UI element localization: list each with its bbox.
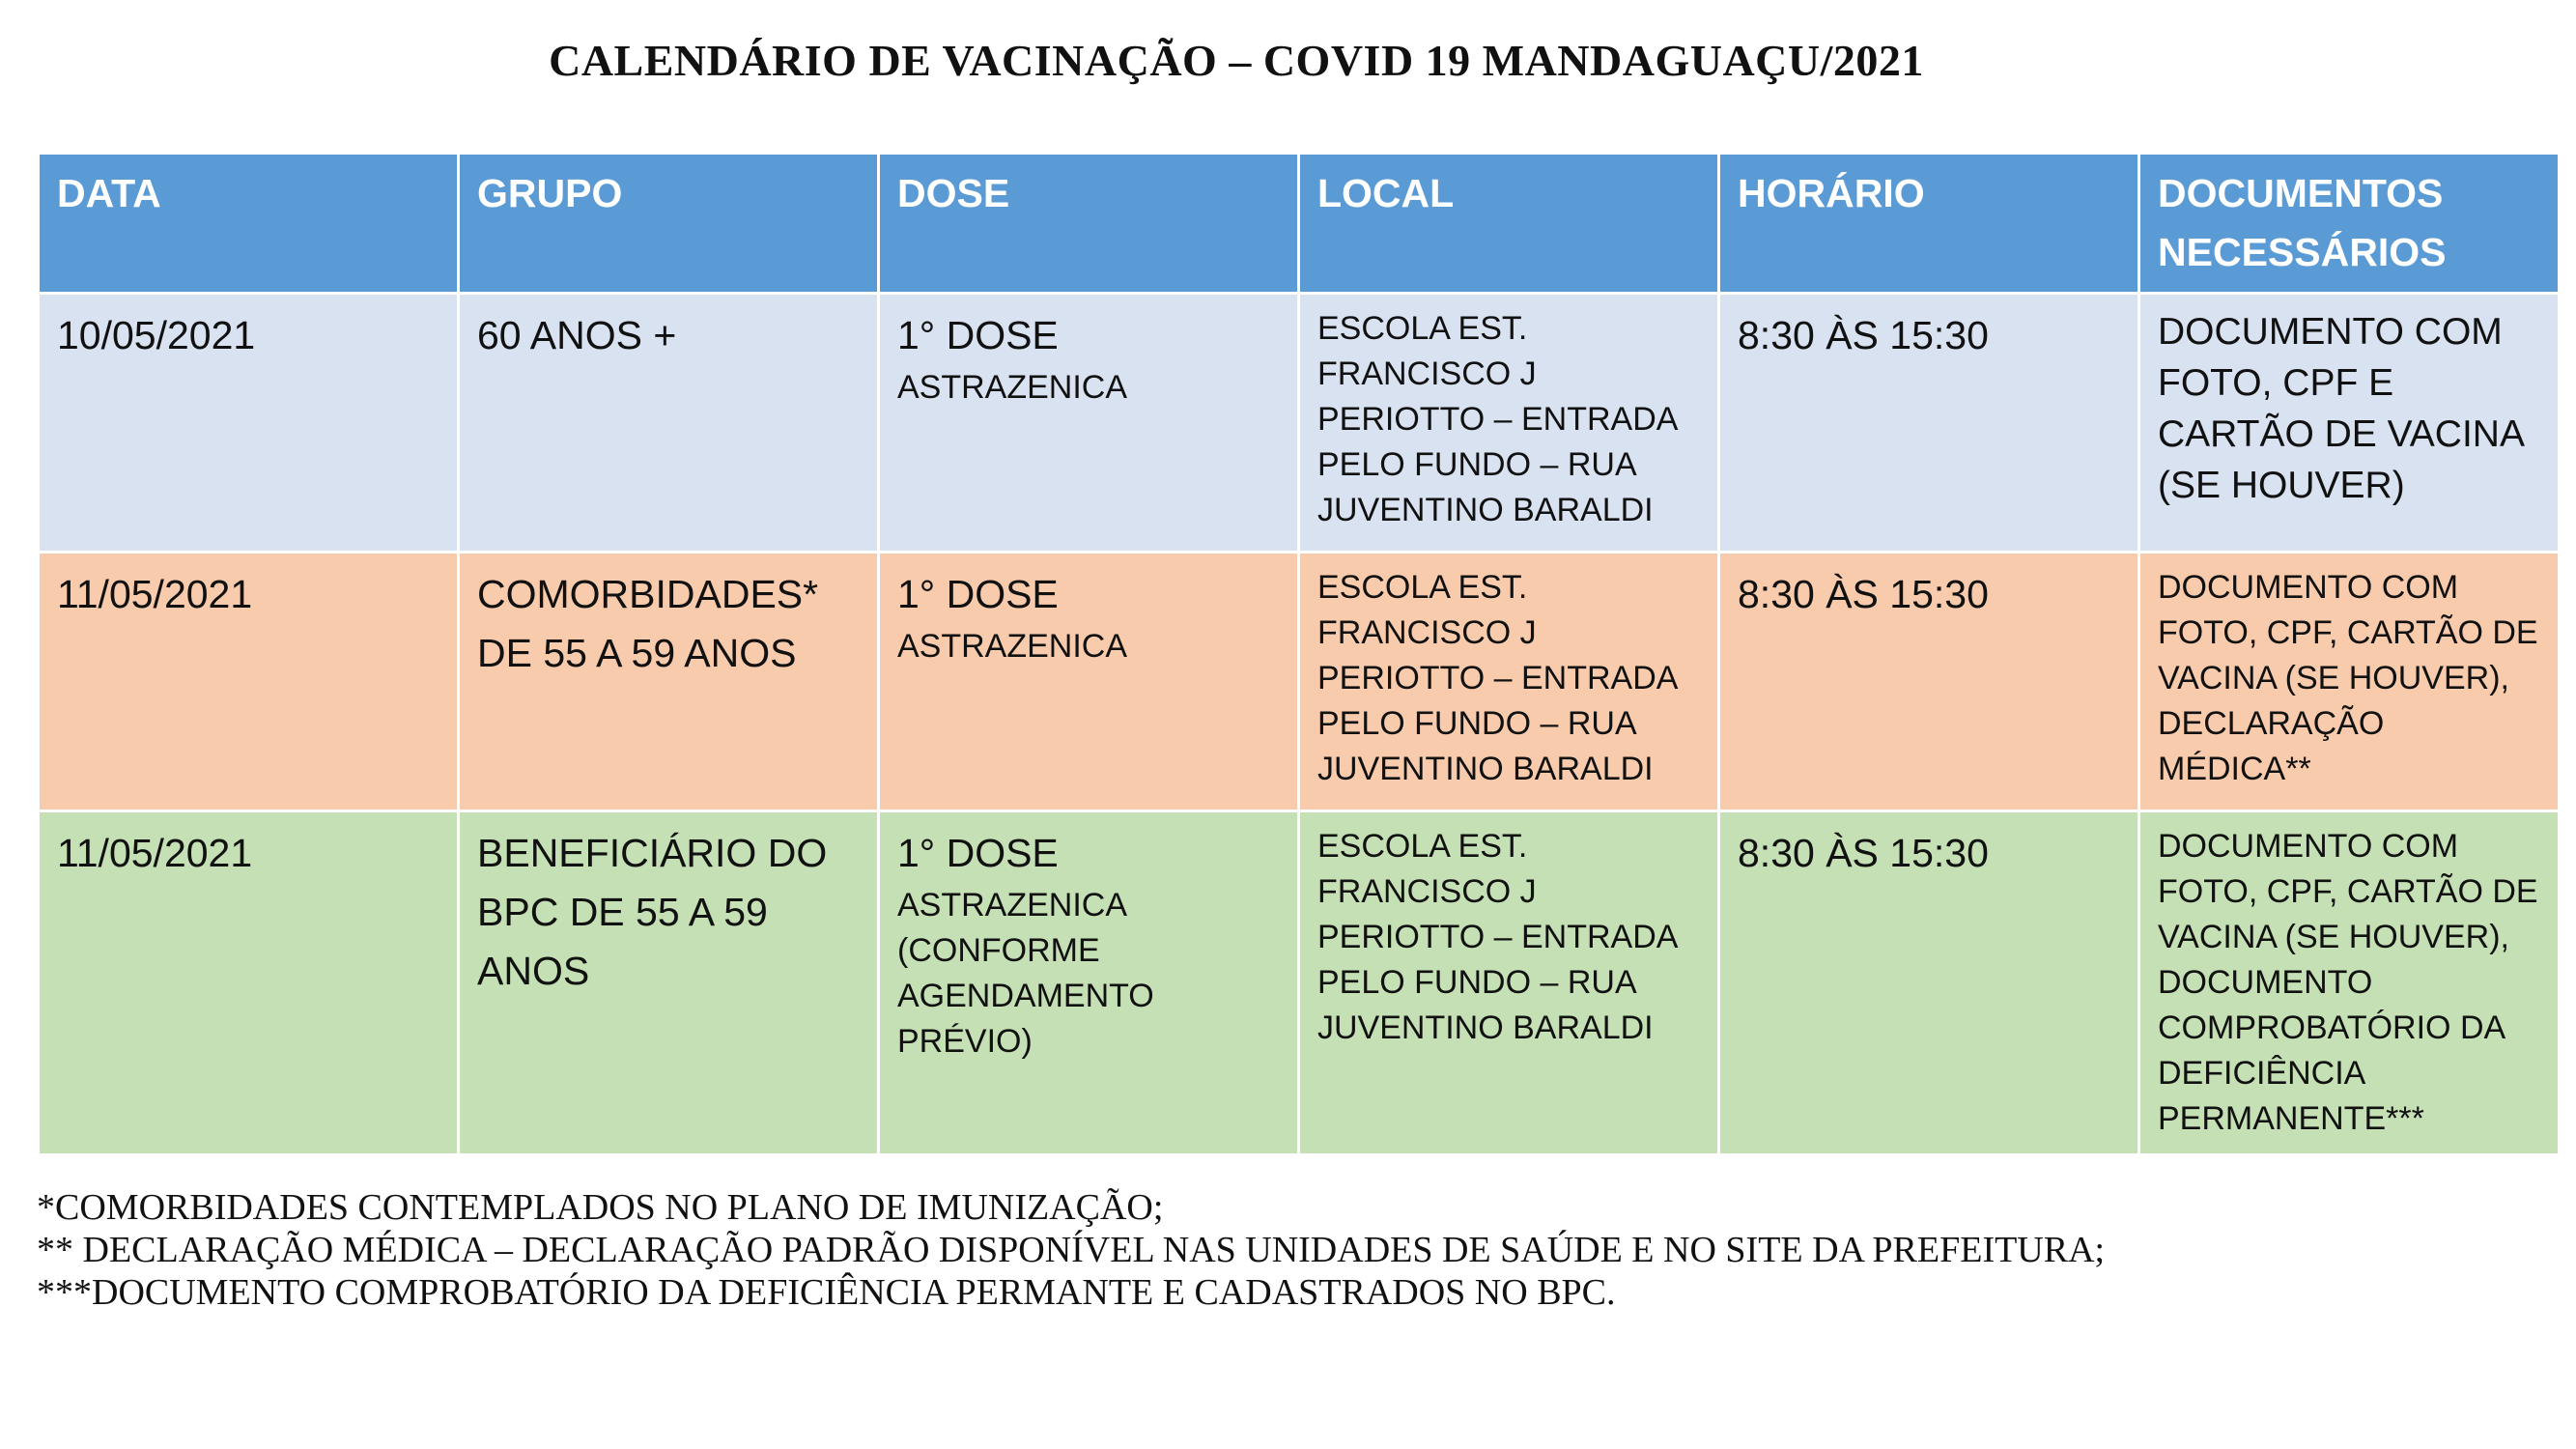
cell-dose: 1° DOSE ASTRAZENICA	[879, 294, 1299, 553]
header-horario: HORÁRIO	[1719, 154, 2139, 294]
cell-data: 11/05/2021	[39, 553, 459, 811]
cell-grupo: 60 ANOS +	[459, 294, 879, 553]
cell-local: ESCOLA EST. FRANCISCO J PERIOTTO – ENTRADA PELO FUNDO – RUA JUVENTINO BARALDI	[1299, 811, 1719, 1155]
table-row	[39, 553, 2560, 811]
cell-documentos: DOCUMENTO COM FOTO, CPF, CARTÃO DE VACINA (SE HOUVER), DOCUMENTO COMPROBATÓRIO DA DEFICIÊNCIA PERMANENTE***	[2139, 811, 2560, 1155]
table-row	[39, 294, 2560, 553]
cell-horario: 8:30 ÀS 15:30	[1719, 294, 2139, 553]
vaccination-schedule-table	[37, 152, 2561, 1156]
cell-horario: 8:30 ÀS 15:30	[1719, 553, 2139, 811]
footnote-documento-comprobatorio: ***DOCUMENTO COMPROBATÓRIO DA DEFICIÊNCIA PERMANTE E CADASTRADOS NO BPC.	[37, 1272, 1616, 1313]
cell-grupo: BENEFICIÁRIO DO BPC DE 55 A 59 ANOS	[459, 811, 879, 1155]
table-row	[39, 811, 2560, 1155]
cell-data: 10/05/2021	[39, 294, 459, 553]
header-grupo: GRUPO	[459, 154, 879, 294]
cell-dose: 1° DOSE ASTRAZENICA (CONFORME AGENDAMENTO PRÉVIO)	[879, 811, 1299, 1155]
footnote-comorbidades: *COMORBIDADES CONTEMPLADOS NO PLANO DE IMUNIZAÇÃO;	[37, 1187, 1164, 1228]
header-local: LOCAL	[1299, 154, 1719, 294]
cell-grupo: COMORBIDADES* DE 55 A 59 ANOS	[459, 553, 879, 811]
cell-data: 11/05/2021	[39, 811, 459, 1155]
cell-local: ESCOLA EST. FRANCISCO J PERIOTTO – ENTRADA PELO FUNDO – RUA JUVENTINO BARALDI	[1299, 553, 1719, 811]
footnotes	[37, 1186, 2105, 1314]
header-dose: DOSE	[879, 154, 1299, 294]
cell-local: ESCOLA EST. FRANCISCO J PERIOTTO – ENTRADA PELO FUNDO – RUA JUVENTINO BARALDI	[1299, 294, 1719, 553]
footnote-declaracao-medica: ** DECLARAÇÃO MÉDICA – DECLARAÇÃO PADRÃO DISPONÍVEL NAS UNIDADES DE SAÚDE E NO SITE DA PREFEITURA;	[37, 1230, 2106, 1270]
page-title: CALENDÁRIO DE VACINAÇÃO – COVID 19 MANDAGUAÇU/2021	[549, 36, 1924, 85]
cell-dose: 1° DOSE ASTRAZENICA	[879, 553, 1299, 811]
cell-documentos: DOCUMENTO COM FOTO, CPF E CARTÃO DE VACINA (SE HOUVER)	[2139, 294, 2560, 553]
table-header-row	[39, 154, 2560, 294]
cell-horario: 8:30 ÀS 15:30	[1719, 811, 2139, 1155]
header-data: DATA	[39, 154, 459, 294]
cell-documentos: DOCUMENTO COM FOTO, CPF, CARTÃO DE VACINA (SE HOUVER), DECLARAÇÃO MÉDICA**	[2139, 553, 2560, 811]
header-documentos: DOCUMENTOS NECESSÁRIOS	[2139, 154, 2560, 294]
